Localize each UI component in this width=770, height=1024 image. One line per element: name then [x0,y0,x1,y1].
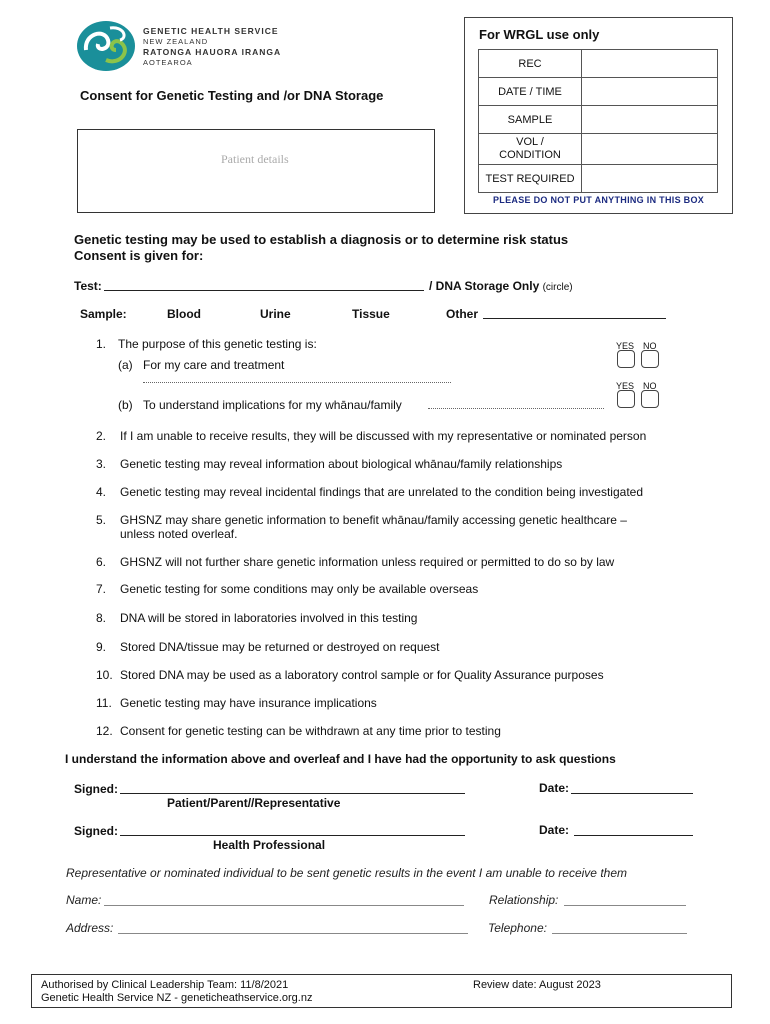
yes-label-a: YES [616,341,635,351]
footer-authorised: Authorised by Clinical Leadership Team: 11/8/2021 [41,979,289,991]
telephone-input-line[interactable] [552,933,687,934]
item-1a-num: (a) [118,358,133,372]
dna-storage-label [429,279,573,293]
item-1b-dotted-line[interactable] [428,408,604,409]
no-checkbox-b[interactable] [641,390,659,408]
wrgl-label: TEST REQUIRED [479,165,582,193]
no-label-b: NO [643,381,657,391]
item-3-num: 3. [96,457,107,471]
item-7-text: Genetic testing for some conditions may only be available overseas [120,582,479,596]
date-label-2: Date: [539,823,570,837]
logo-line-3: RATONGA HAUORA IRANGA [143,47,282,57]
item-5-text-continued: unless noted overleaf. [120,527,238,541]
footer-review: Review date: August 2023 [473,979,601,991]
patient-details-label: Patient details [221,152,289,166]
date-line-1[interactable] [571,793,693,794]
sig2-caption: Health Professional [213,838,326,852]
sample-option-other[interactable]: Other [446,307,479,321]
wrgl-value-cell [582,106,718,134]
item-1a-dotted-line[interactable] [143,382,451,383]
item-9-num: 9. [96,640,107,654]
item-5-text: GHSNZ may share genetic information to benefit whānau/family accessing genetic healthcare – [120,513,627,527]
sample-option-tissue[interactable]: Tissue [352,307,390,321]
heading-line-1: Genetic testing may be used to establish a diagnosis or to determine risk status [74,232,569,247]
wrgl-value-cell [582,165,718,193]
logo-line-2: NEW ZEALAND [143,36,209,46]
dna-storage-text: / DNA Storage Only [429,279,540,293]
item-12-text: Consent for genetic testing can be withdrawn at any time prior to testing [120,724,501,738]
logo [76,20,136,72]
understand-statement: I understand the information above and overleaf and I have had the opportunity to ask questions [65,752,616,766]
wrgl-title: For WRGL use only [479,27,600,42]
no-checkbox-a[interactable] [641,350,659,368]
consent-heading [74,232,568,264]
item-1b-text: To understand implications for my whānau/family [143,398,402,412]
item-10-text: Stored DNA may be used as a laboratory control sample or for Quality Assurance purposes [120,668,604,682]
test-label: Test: [74,279,102,293]
wrgl-table [478,49,718,193]
item-8-num: 8. [96,611,107,625]
item-7-num: 7. [96,582,107,596]
item-6-num: 6. [96,555,107,569]
item-4-text: Genetic testing may reveal incidental findings that are unrelated to the condition being investigated [120,485,643,499]
yes-checkbox-a[interactable] [617,350,635,368]
sig1-caption: Patient/Parent//Representative [167,796,341,810]
item-4-num: 4. [96,485,107,499]
item-1-text: The purpose of this genetic testing is: [118,337,317,351]
name-label: Name: [66,893,102,907]
date-line-2[interactable] [574,835,693,836]
test-input-line[interactable] [104,290,424,291]
wrgl-row-date [479,78,718,106]
wrgl-label: REC [479,50,582,78]
wrgl-row-test [479,165,718,193]
sample-option-blood[interactable]: Blood [167,307,201,321]
wrgl-row-rec [479,50,718,78]
signed-label-2: Signed: [74,824,118,838]
no-label-a: NO [643,341,657,351]
item-11-num: 11. [96,696,112,710]
item-2-num: 2. [96,429,107,443]
wrgl-row-vol [479,134,718,165]
wrgl-label: VOL / CONDITION [479,134,582,165]
item-9-text: Stored DNA/tissue may be returned or destroyed on request [120,640,440,654]
wrgl-warning: PLEASE DO NOT PUT ANYTHING IN THIS BOX [493,195,705,205]
logo-text [143,26,281,68]
heading-line-2: Consent is given for: [74,248,204,263]
wrgl-value-cell [582,78,718,106]
telephone-label: Telephone: [488,921,547,935]
signature-line-professional[interactable] [120,835,465,836]
koru-logo-icon [76,20,136,72]
item-11-text: Genetic testing may have insurance implications [120,696,377,710]
wrgl-label: DATE / TIME [479,78,582,106]
item-2-text: If I am unable to receive results, they will be discussed with my representative or nominated person [120,429,647,443]
name-input-line[interactable] [104,905,464,906]
yes-label-b: YES [616,381,635,391]
address-input-line[interactable] [118,933,468,934]
item-3-text: Genetic testing may reveal information about biological whānau/family relationships [120,457,563,471]
relationship-input-line[interactable] [564,905,686,906]
item-1a-text: For my care and treatment [143,358,285,372]
item-1-num: 1. [96,337,107,351]
footer-service: Genetic Health Service NZ - geneticheathservice.org.nz [41,992,313,1004]
item-1b-num: (b) [118,398,133,412]
wrgl-box [464,17,733,214]
item-6-text: GHSNZ will not further share genetic information unless required or permitted to do so by law [120,555,615,569]
patient-details-box[interactable] [77,129,435,213]
form-title: Consent for Genetic Testing and /or DNA Storage [80,88,384,103]
item-12-num: 12. [96,724,113,738]
other-input-line[interactable] [483,318,666,319]
logo-line-4: AOTEAROA [143,57,193,67]
footer-box [31,974,732,1008]
wrgl-value-cell [582,50,718,78]
yes-checkbox-b[interactable] [617,390,635,408]
item-5-num: 5. [96,513,107,527]
wrgl-label: SAMPLE [479,106,582,134]
logo-line-1: GENETIC HEALTH SERVICE [143,26,279,36]
relationship-label: Relationship: [489,893,559,907]
date-label-1: Date: [539,781,570,795]
sample-label: Sample: [80,307,127,321]
address-label: Address: [66,921,114,935]
item-10-num: 10. [96,668,113,682]
sample-option-urine[interactable]: Urine [260,307,291,321]
wrgl-value-cell [582,134,718,165]
circle-note: (circle) [542,282,573,293]
wrgl-row-sample [479,106,718,134]
rep-statement: Representative or nominated individual to be sent genetic results in the event I am unable to receive them [66,866,627,880]
item-8-text: DNA will be stored in laboratories involved in this testing [120,611,418,625]
signed-label-1: Signed: [74,782,118,796]
signature-line-patient[interactable] [120,793,465,794]
